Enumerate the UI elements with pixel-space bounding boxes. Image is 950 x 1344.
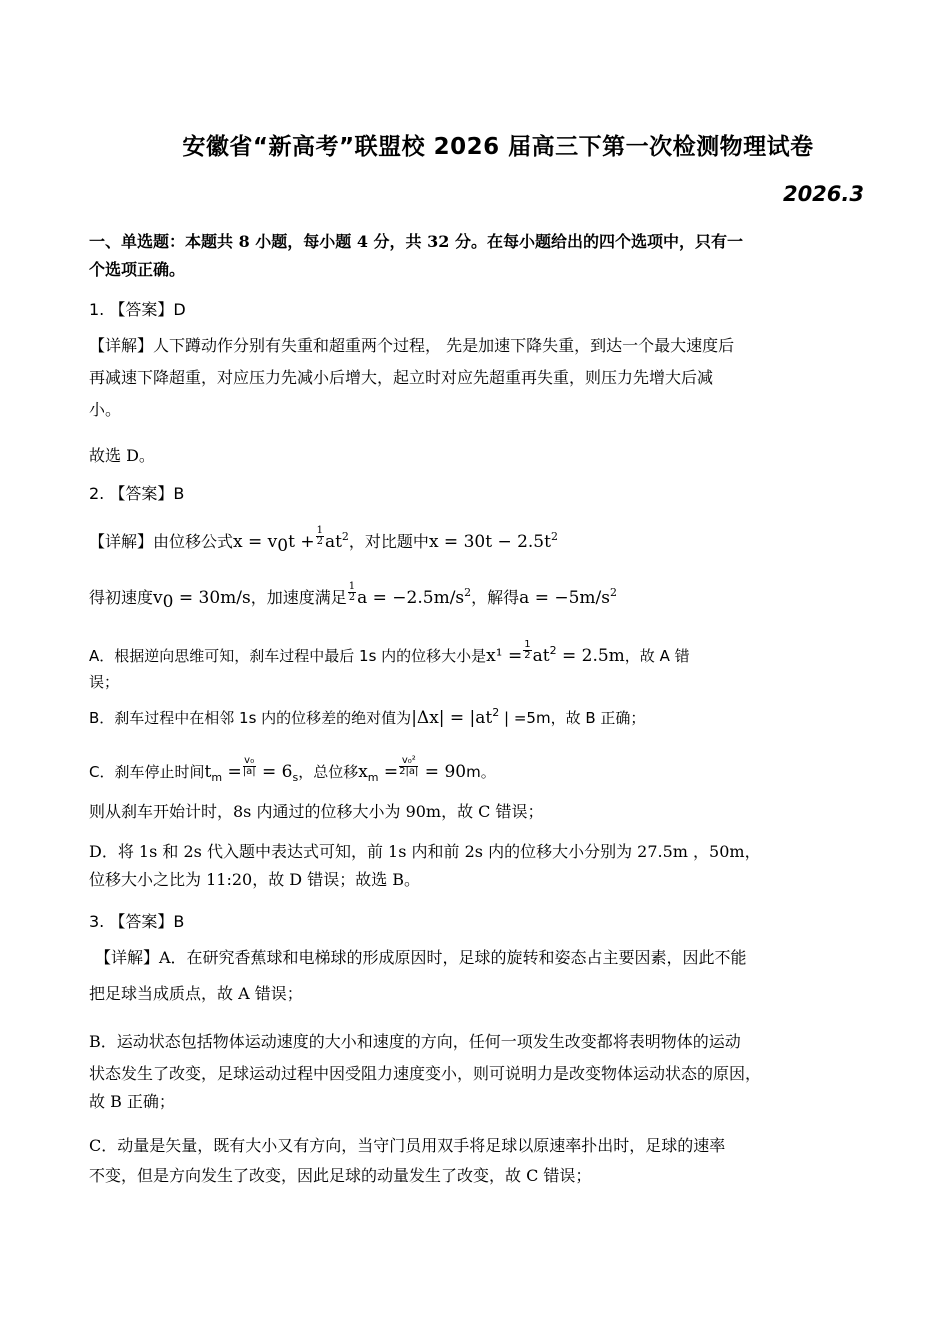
q2-option-c: C．刹车停止时间$t_m$ = $\frac{\text{v₀}}{|a|}$ = $6_s$，总位移$x_m$ = $\frac{\text{v₀²}}{2|a|}$ = 90m。 bbox=[89, 755, 496, 784]
q2-option-b: B．刹车过程中在相邻 1s 内的位移差的绝对值为$|\Delta x| = |at^2$ | =5m，故 B 正确； bbox=[89, 706, 646, 728]
q1-conclusion: 故选 D。 bbox=[89, 446, 155, 465]
q2-initial-velocity: 得初速度$v_0 = 30m/s$，加速度满足 $\frac{1}{2}$ $a = -2.5m/s^2$，解得$a = -5m/s^2$ bbox=[89, 581, 617, 612]
exam-date: 2026.3 bbox=[782, 182, 864, 206]
q2-option-d-cont: 位移大小之比为 11:20，故 D 错误；故选 B。 bbox=[89, 870, 421, 889]
q2-option-d: D．将 1s 和 2s 代入题中表达式可知，前 1s 内和前 2s 内的位移大小分别为 27.5m ，50m， bbox=[89, 842, 761, 861]
q2-option-a-cont: 误； bbox=[89, 673, 120, 691]
q3-option-b: 故 B 正确； bbox=[89, 1092, 175, 1111]
q3-detail: 【详解】A．在研究香蕉球和电梯球的形成原因时，足球的旋转和姿态占主要因素，因此不能 bbox=[95, 948, 747, 967]
q3-answer: 3. 【答案】B bbox=[89, 912, 185, 931]
section-heading-cont: 个选项正确。 bbox=[89, 260, 186, 279]
q2-answer: 2. 【答案】B bbox=[89, 484, 185, 503]
q1-answer: 1. 【答案】D bbox=[89, 300, 186, 319]
section-heading: 一、单选题：本题共 8 小题，每小题 4 分，共 32 分。在每小题给出的四个选项中，只有一 bbox=[89, 232, 743, 251]
q2-detail-formula: 【详解】由位移公式$x = v_0t$ + $\frac{1}{2}$ $at^2$，对比题中$x = 30t - 2.5t^2$ bbox=[89, 525, 558, 556]
q3-option-c: C．动量是矢量，既有大小又有方向，当守门员用双手将足球以原速率扑出时，足球的速率 bbox=[89, 1136, 726, 1155]
q1-detail: 再减速下降超重，对应压力先减小后增大，起立时对应先超重再失重，则压力先增大后减 bbox=[89, 368, 714, 387]
q2-option-a: A．根据逆向思维可知，刹车过程中最后 1s 内的位移大小是x¹ = $\frac{1}{2}$ $at^2 = 2.5m$，故 A 错 bbox=[89, 639, 690, 666]
q1-detail: 【详解】人下蹲动作分别有失重和超重两个过程， 先是加速下降失重，到达一个最大速度后 bbox=[89, 336, 735, 355]
q3-detail: 把足球当成质点，故 A 错误； bbox=[89, 984, 303, 1003]
page-title: 安徽省“新高考”联盟校 2026 届高三下第一次检测物理试卷 bbox=[182, 134, 814, 160]
q3-option-b: B．运动状态包括物体运动速度的大小和速度的方向，任何一项发生改变都将表明物体的运动 bbox=[89, 1032, 741, 1051]
q3-option-c: 不变，但是方向发生了改变，因此足球的动量发生了改变，故 C 错误； bbox=[89, 1166, 592, 1185]
q2-option-c-cont: 则从刹车开始计时，8s 内通过的位移大小为 90m，故 C 错误； bbox=[89, 802, 544, 821]
q3-option-b: 状态发生了改变，足球运动过程中因受阻力速度变小，则可说明力是改变物体运动状态的原因， bbox=[89, 1064, 762, 1083]
q1-detail: 小。 bbox=[89, 400, 122, 419]
